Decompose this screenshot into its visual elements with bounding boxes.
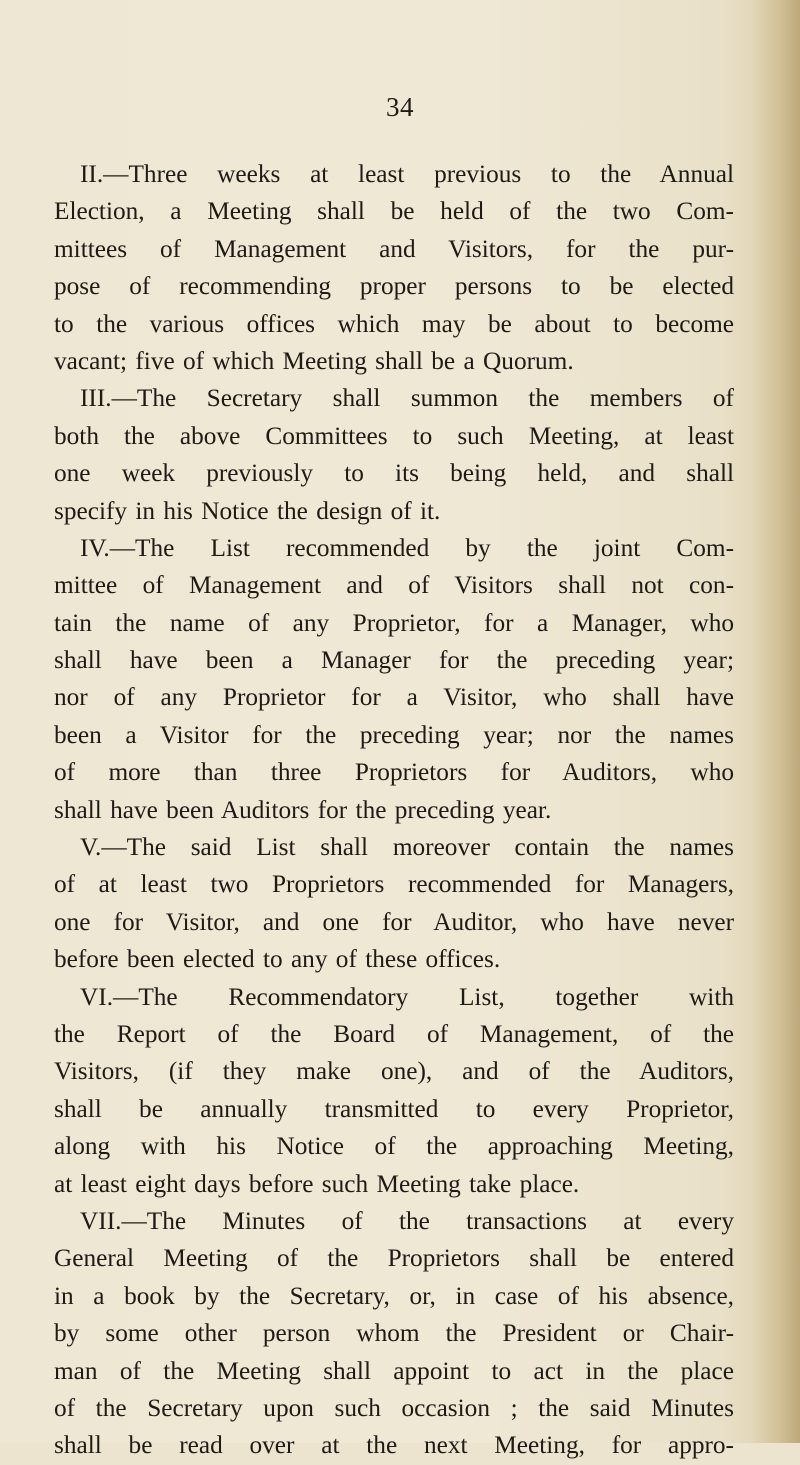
text-line: shall be read over at the next Meeting, for appro- [54,1431,734,1460]
text-line: V.—The said List shall moreover contain the names [80,833,734,862]
text-line: before been elected to any of these offices. [54,945,501,974]
text-line: shall have been a Manager for the preceding year; [54,646,734,675]
text-line: to the various offices which may be about to become [54,309,734,338]
text-line: the Report of the Board of Management, of the [54,1019,734,1048]
text-line: both the above Committees to such Meeting, at least [54,421,734,450]
text-line: tain the name of any Proprietor, for a Manager, who [54,608,734,637]
text-line: one for Visitor, and one for Auditor, who have never [54,907,734,936]
text-line: III.—The Secretary shall summon the members of [80,384,734,413]
text-line: shall have been Auditors for the preceding year. [54,795,552,824]
text-line: IV.—The List recommended by the joint Com- [80,533,734,562]
text-line: shall be annually transmitted to every Proprietor, [54,1094,734,1123]
text-line: pose of recommending proper persons to be elected [54,272,734,301]
text-line: at least eight days before such Meeting take place. [54,1169,580,1198]
text-line: in a book by the Secretary, or, in case of his absence, [54,1281,734,1310]
text-line: mittees of Management and Visitors, for the pur- [54,234,734,263]
text-line: of the Secretary upon such occasion ; the said Minutes [54,1393,734,1422]
page-edge-shading [752,0,800,1443]
text-line: VII.—The Minutes of the transactions at every [80,1206,734,1235]
text-line: of at least two Proprietors recommended for Managers, [54,870,734,899]
text-line: VI.—The Recommendatory List, together with [80,982,734,1011]
text-line: of more than three Proprietors for Auditors, who [54,758,734,787]
text-line: General Meeting of the Proprietors shall be entered [54,1244,734,1273]
text-line: along with his Notice of the approaching Meeting, [54,1132,734,1161]
text-line: mittee of Management and of Visitors shall not con- [54,571,734,600]
text-line: one week previously to its being held, and shall [54,459,734,488]
text-line: Election, a Meeting shall be held of the two Com- [54,197,734,226]
page-number: 34 [386,92,414,122]
text-line: by some other person whom the President or Chair- [54,1319,734,1348]
text-line: vacant; five of which Meeting shall be a Quorum. [54,346,574,375]
text-line: II.—Three weeks at least previous to the Annual [80,160,734,188]
text-line: specify in his Notice the design of it. [54,496,441,525]
text-line: Visitors, (if they make one), and of the Auditors, [54,1057,734,1086]
body-text [54,156,734,1465]
text-line: nor of any Proprietor for a Visitor, who shall have [54,683,734,712]
text-line: been a Visitor for the preceding year; nor the names [54,720,734,749]
text-line: man of the Meeting shall appoint to act in the place [54,1356,734,1385]
